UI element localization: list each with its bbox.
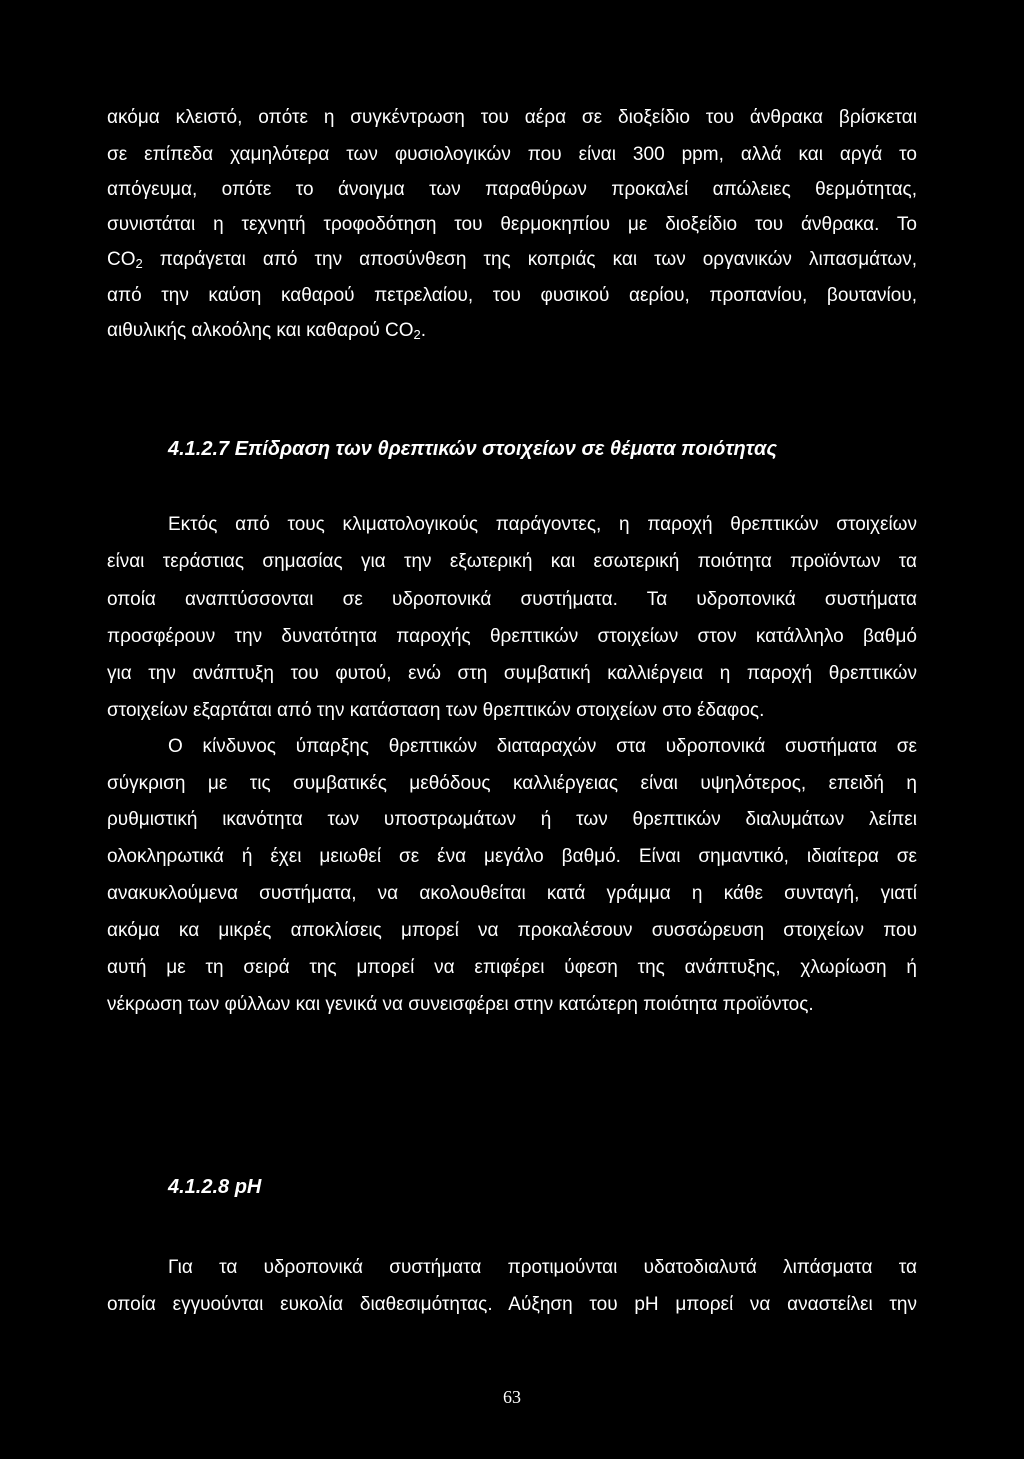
paragraph-line: απόγευμα, οπότε το άνοιγμα των παραθύρων προκαλεί απώλειες θερμότητας, [107, 179, 917, 200]
paragraph-line: ακόμα κα μικρές αποκλίσεις μπορεί να προκαλέσουν συσσώρευση στοιχείων που [107, 920, 917, 941]
paragraph-line: οποία εγγυούνται ευκολία διαθεσιμότητας. Αύξηση του pH μπορεί να αναστείλει την [107, 1294, 917, 1315]
paragraph-line: προσφέρουν την δυνατότητα παροχής θρεπτικών στοιχείων στον κατάλληλο βαθμό [107, 626, 917, 647]
paragraph-line: Ο κίνδυνος ύπαρξης θρεπτικών διαταραχών στα υδροπονικά συστήματα σε [168, 736, 917, 757]
paragraph-line [107, 319, 917, 343]
paragraph-line: Για τα υδροπονικά συστήματα προτιμούνται υδατοδιαλυτά λιπάσματα τα [168, 1257, 917, 1278]
paragraph-line [107, 248, 917, 272]
section-heading-4128: 4.1.2.8 pH [168, 1176, 262, 1198]
co2-formula: $CO_2$. [385, 320, 427, 342]
page-number: 63 [503, 1387, 521, 1407]
paragraph-line: συνιστάται η τεχνητή τροφοδότηση του θερμοκηπίου με διοξείδιο του άνθρακα. Το [107, 214, 917, 235]
paragraph-line: αυτή με τη σειρά της μπορεί να επιφέρει ύφεση της ανάπτυξης, χλωρίωση ή [107, 957, 917, 978]
paragraph-line: για την ανάπτυξη του φυτού, ενώ στη συμβατική καλλιέργεια η παροχή θρεπτικών [107, 663, 917, 684]
paragraph-line-text: αιθυλικής αλκοόλης και καθαρού [107, 320, 380, 341]
paragraph-line: σύγκριση με τις συμβατικές μεθόδους καλλιέργειας είναι υψηλότερος, επειδή η [107, 773, 917, 794]
paragraph-line: ακόμα κλειστό, οπότε η συγκέντρωση του αέρα σε διοξείδιο του άνθρακα βρίσκεται [107, 107, 917, 128]
paragraph-line: είναι τεράστιας σημασίας για την εξωτερική και εσωτερική ποιότητα προϊόντων τα [107, 551, 917, 572]
co2-formula: $CO_2$ [107, 249, 143, 271]
paragraph-line: ρυθμιστική ικανότητα των υποστρωμάτων ή των θρεπτικών διαλυμάτων λείπει [107, 809, 917, 830]
paragraph-line: ολοκληρωτικά ή έχει μειωθεί σε ένα μεγάλο βαθμό. Είναι σημαντικό, ιδιαίτερα σε [107, 846, 917, 867]
paragraph-line: ανακυκλούμενα συστήματα, να ακολουθείται κατά γράμμα η κάθε συνταγή, γιατί [107, 883, 917, 904]
section-heading-4127: 4.1.2.7 Επίδραση των θρεπτικών στοιχείων σε θέματα ποιότητας [168, 438, 777, 460]
paragraph-line: από την καύση καθαρού πετρελαίου, του φυσικού αερίου, προπανίου, βουτανίου, [107, 285, 917, 306]
paragraph-line: νέκρωση των φύλλων και γενικά να συνεισφέρει στην κατώτερη ποιότητα προϊόντος. [107, 994, 814, 1015]
paragraph-line: σε επίπεδα χαμηλότερα των φυσιολογικών που είναι 300 ppm, αλλά και αργά το [107, 144, 917, 165]
paragraph-line: στοιχείων εξαρτάται από την κατάσταση των θρεπτικών στοιχείων στο έδαφος. [107, 700, 765, 721]
paragraph-line: οποία αναπτύσσονται σε υδροπονικά συστήματα. Τα υδροπονικά συστήματα [107, 589, 917, 610]
paragraph-line: Εκτός από τους κλιματολογικούς παράγοντες, η παροχή θρεπτικών στοιχείων [168, 514, 917, 535]
paragraph-line-text: παράγεται από την αποσύνθεση της κοπριάς και των οργανικών λιπασμάτων, [159, 249, 917, 270]
